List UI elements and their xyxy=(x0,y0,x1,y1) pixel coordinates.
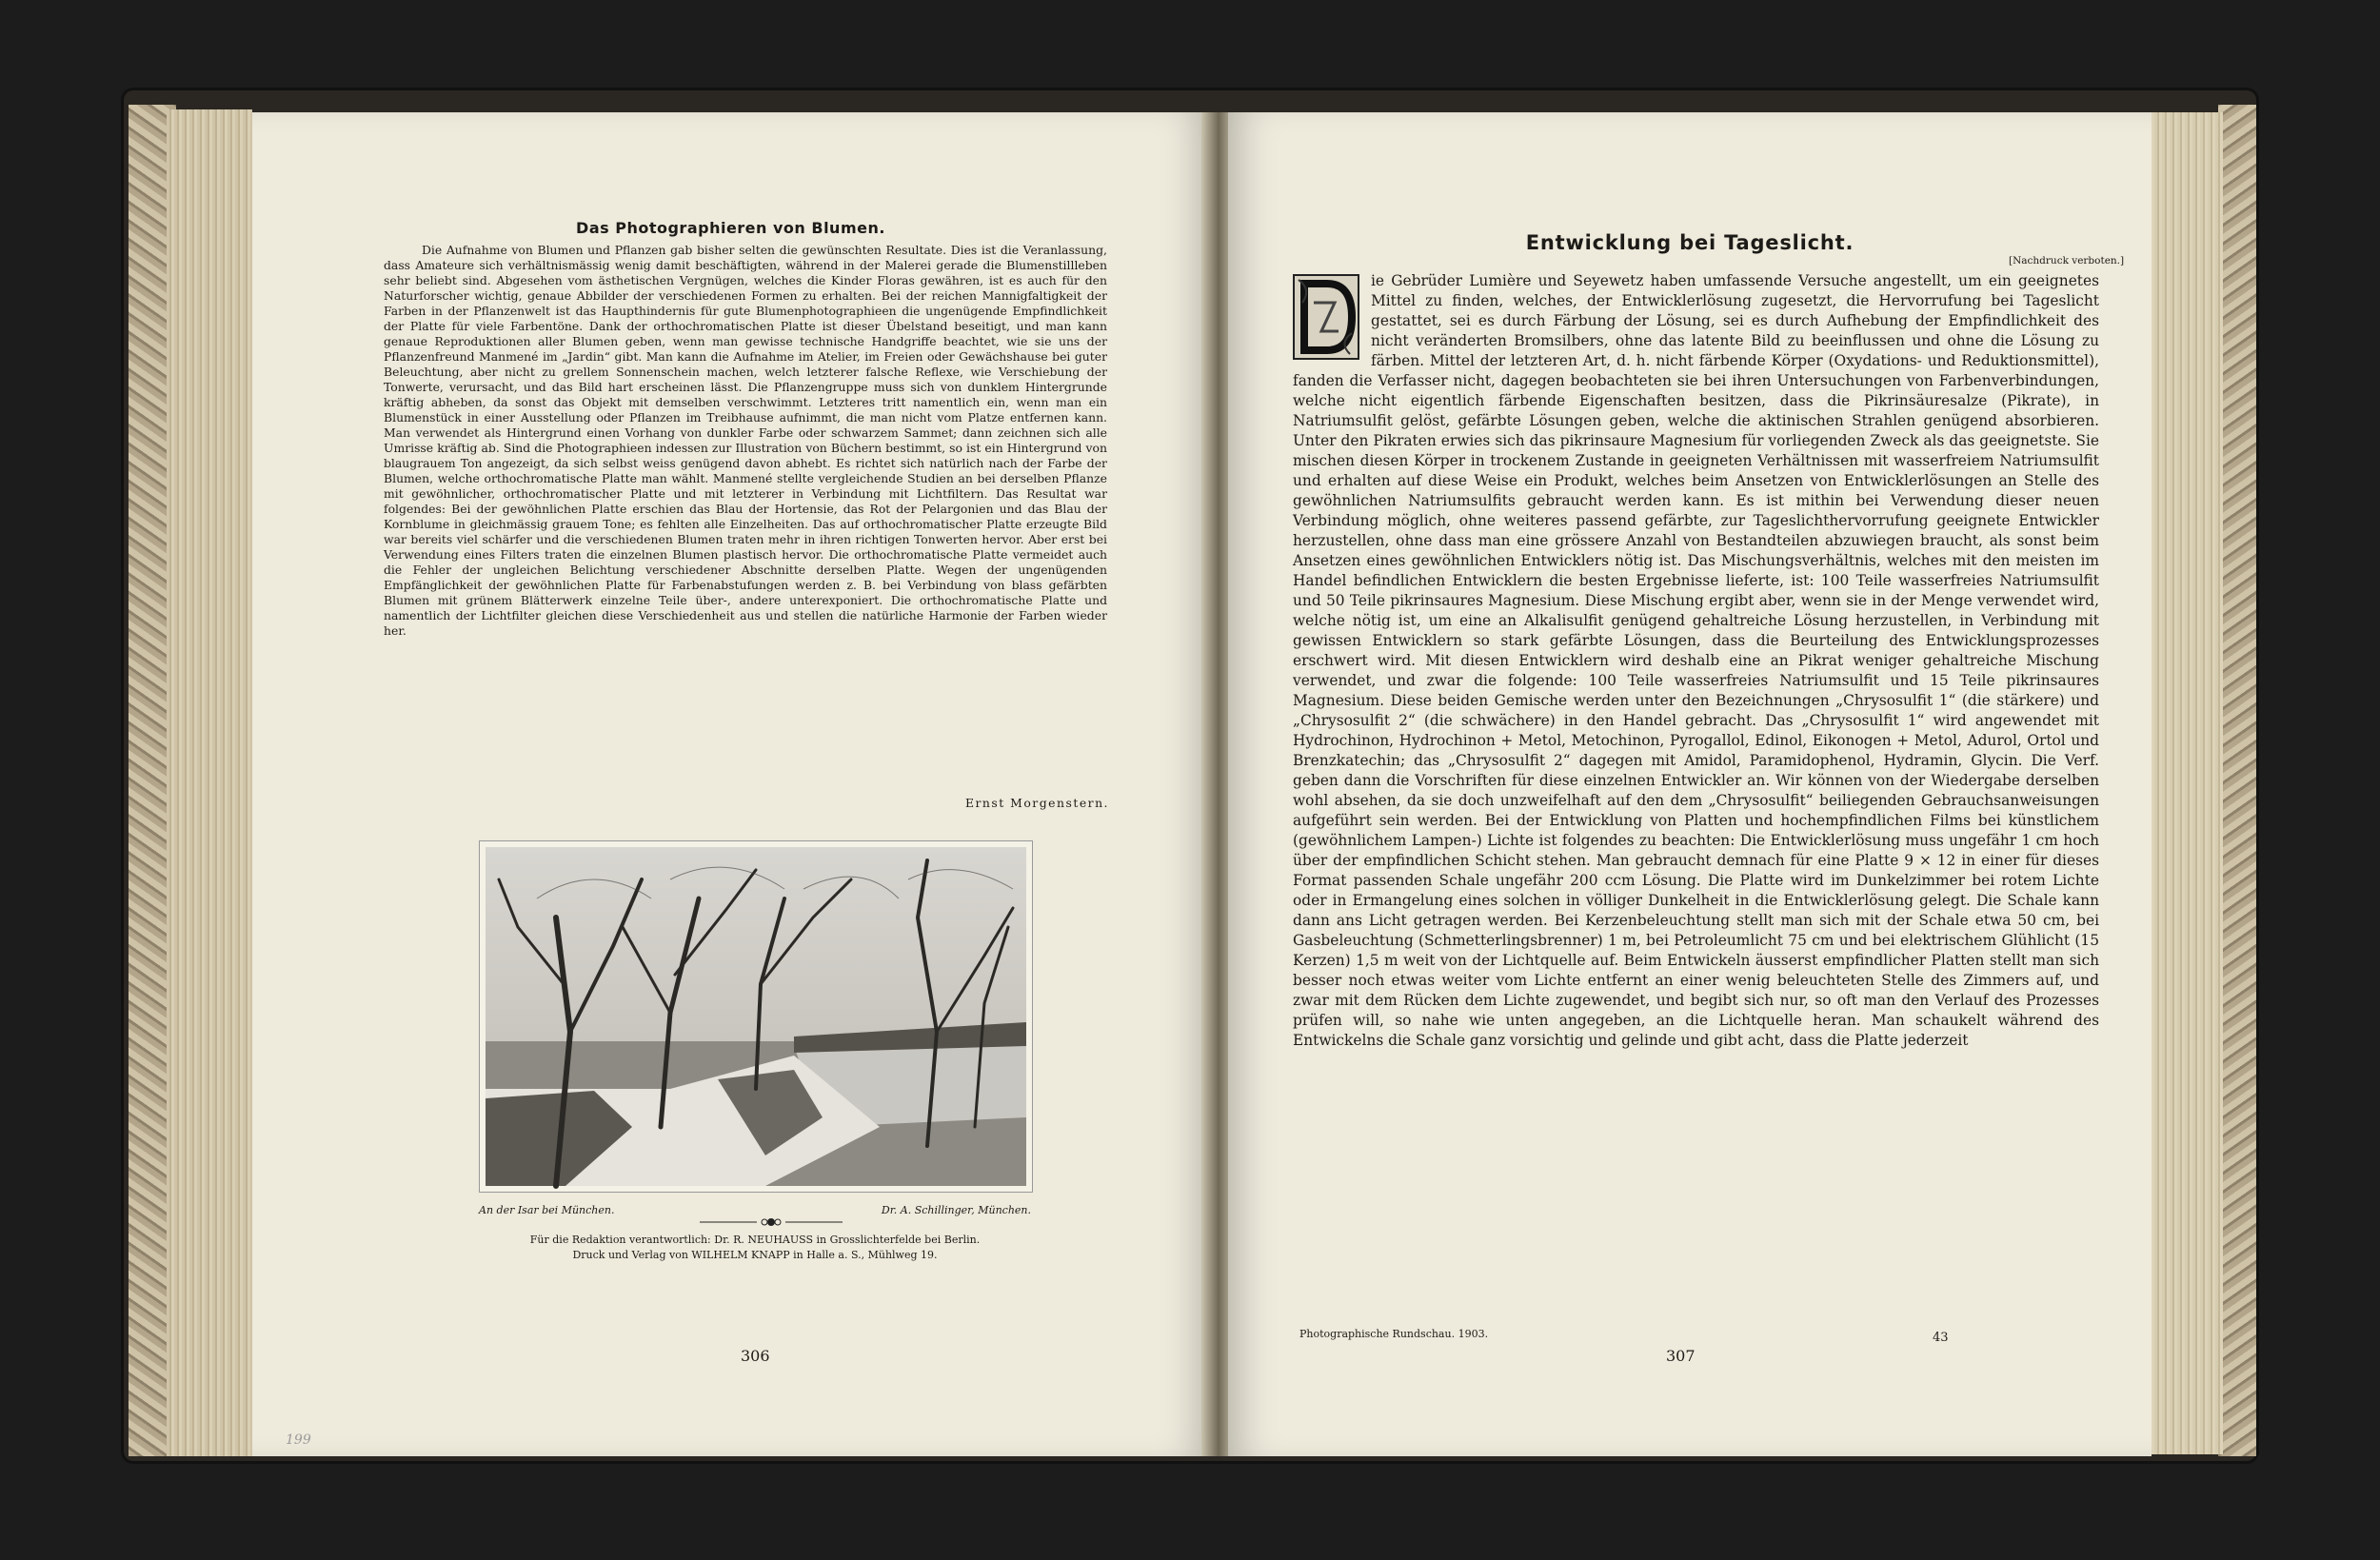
right-page xyxy=(1228,112,2152,1456)
article-title: Das Photographieren von Blumen. xyxy=(576,219,885,237)
marbled-edge-right xyxy=(2218,105,2256,1456)
photo-caption-author: Dr. A. Schillinger, München. xyxy=(881,1204,1031,1216)
reprint-note: [Nachdruck verboten.] xyxy=(2009,255,2125,267)
imprint-editor: Für die Redaktion verantwortlich: Dr. R. NEUHAUSS in Grosslichterfelde bei Berlin. xyxy=(529,1234,981,1246)
left-page xyxy=(252,112,1209,1456)
article-body-right xyxy=(1293,271,2099,1051)
imprint xyxy=(479,1233,1031,1263)
ornament-divider xyxy=(700,1215,843,1229)
signature-mark: 43 xyxy=(1933,1331,1949,1345)
article-text-right: ie Gebrüder Lumière und Seyewetz haben umfassende Versuche angestellt, um ein geeignetes Mittel zu finden, welches, der Entwicklerlösung zugesetzt, die Hervorrufung bei Tageslicht gestattet, sei es durch Färbung der Lösung, sei es durch Aufhebung der Empfindlichkeit des nicht veränderten Bromsilbers, ohne das latente Bild zu beeinflussen und ohne die Lösung zu färben. Mittel der letzteren Art, d. h. nicht färbende Körper (Oxydations- und Reduktionsmittel), fanden die Verfasser nicht, dagegen beobachteten sie bei ihren Untersuchungen von Farbenverbindungen, welche nicht eigentlich färbende Eigenschaften besitzen, dass die Pikrinsäuresalze (Pikrate), in Natriumsulfit gelöst, gefärbte Lösungen geben, welche die aktinischen Strahlen genügend absorbieren. Unter den Pikraten erwies sich das pikrinsaure Magnesium für vorliegenden Zweck als das geeignetste. Sie mischen diesen Körper in trockenem Zustande in geeigneten Verhältnissen mit wasserfreiem Natriumsulfit und erhalten auf diese Weise ein Produkt, welches beim Ansetzen von Entwicklerlösungen an Stelle des gewöhnlichen Natriumsulfits gebraucht werden kann. Es ist mithin bei Verwendung dieser neuen Verbindung möglich, ohne weiteres passend gefärbte, zur Tageslichthervorrufung geeignete Entwickler herzustellen, ohne dass man eine grössere Anzahl von Bestandteilen abzuwiegen braucht, als sonst beim Ansetzen eines gewöhnlichen Entwicklers nötig ist. Das Mischungsverhältnis, welches mit den meisten im Handel befindlichen Entwicklern die besten Ergebnisse lieferte, ist: 100 Teile wasserfreies Natriumsulfit und 50 Teile pikrinsaures Magnesium. Diese Mischung ergibt aber, wenn sie in der Menge verwendet wird, welche nötig ist, um eine an Alkalisulfit genügend gehaltreiche Lösung herzustellen, in Verbindung mit gewissen Entwicklern so stark gefärbte Lösungen, dass die Beurteilung des Entwicklungsprozesses erschwert wird. Mit diesen Entwicklern wird deshalb eine an Pikrat weniger gehaltreiche Mischung verwendet, und zwar die folgende: 100 Teile wasserfreies Natriumsulfit und 15 Teile pikrinsaures Magnesium. Diese beiden Gemische werden unter den Bezeichnungen „Chrysosulfit 1“ (die stärkere) und „Chrysosulfit 2“ (die schwächere) in den Handel gebracht. Das „Chrysosulfit 1“ wird angewendet mit Hydrochinon, Hydrochinon + Metol, Metochinon, Pyrogallol, Edinol, Eikonogen + Metol, Adurol, Ortol und Brenzkatechin; das „Chrysosulfit 2“ dagegen mit Amidol, Paramidophenol, Hydramin, Glycin. Die Verf. geben dann die Vorschriften für diese einzelnen Entwickler an. Wir können von der Wiedergabe derselben wohl absehen, da sie doch unzweifelhaft auf den dem „Chrysosulfit“ beiliegenden Gebrauchsanweisungen aufgeführt sein werden. Bei der Entwicklung von Platten und hochempfindlichen Films bei künstlichem (gewöhnlichem Lampen-) Lichte ist folgendes zu beachten: Die Entwicklerlösung muss ungefähr 1 cm hoch über der empfindlichen Schicht stehen. Man gebraucht demnach für eine Platte 9 × 12 in einer für dieses Format passenden Schale ungefähr 200 ccm Lösung. Die Platte wird im Dunkelzimmer bei rotem Lichte oder in Ermangelung eines solchen in völliger Dunkelheit in die Entwicklerlösung gelegt. Die Schale kann dann ans Licht getragen werden. Bei Kerzenbeleuchtung stellt man sich mit der Schale etwa 50 cm, bei Gasbeleuchtung (Schmetterlingsbrenner) 1 m, bei Petroleumlicht 75 cm und bei elektrischem Glühlicht (15 Kerzen) 1,5 m weit von der Lichtquelle auf. Beim Entwickeln äusserst empfindlicher Platten stellt man sich besser noch etwas weiter vom Lichte entfernt an einer wenig beleuchteten Stelle des Zimmers auf, und zwar mit dem Rücken dem Lichte zugewendet, und begibt sich nur, so oft man den Verlauf des Prozesses prüfen will, so nahe wie unten angegeben, an die Lichtquelle heran. Man schaukelt während des Entwickelns die Schale ganz vorsichtig und gelinde und gibt acht, dass die Platte jederzeit xyxy=(1293,272,2099,1049)
article-text: Die Aufnahme von Blumen und Pflanzen gab bisher selten die gewünschten Resultate. Dies ist die Veranlassung, dass Amateure sich verhältnismässig wenig damit beschäftigten, während in der Malerei gerade die Blumenstillleben sehr beliebt sind. Abgesehen vom ästhetischen Vergnügen, welches die Kinder Floras gewähren, ist es auch für den Naturforscher wichtig, genaue Abbilder der verschiedenen Formen zu erhalten. Bei der reichen Mannigfaltigkeit der Farben in der Pflanzenwelt ist das Haupthindernis für gute Blumenphotographieen die ungenügende Empfindlichkeit der Platte für viele Farbentöne. Dank der orthochromatischen Platte ist dieser Übelstand beseitigt, und man kann genaue Reproduktionen aller Blumen geben, wenn man gewisse technische Handgriffe beachtet, wie sie uns der Pflanzenfreund Manmené im „Jardin“ gibt. Man kann die Aufnahme im Atelier, im Freien oder Gewächshause bei guter Beleuchtung, aber nicht zu grellem Sonnenschein machen, welch letzterer falsche Reflexe, wie Verschiebung der Tonwerte, verursacht, und das Bild hart erscheinen lässt. Die Pflanzengruppe muss sich von dunklem Hintergrunde kräftig abheben, da sonst das Objekt mit demselben verschwimmt. Letzteres tritt namentlich ein, wenn man ein Blumenstück in einer Ausstellung oder Pflanzen im Treibhause aufnimmt, die man nicht vom Platze entfernen kann. Man verwendet als Hintergrund einen Vorhang von dunkler Farbe oder schwarzem Sammet; dann zeichnen sich alle Umrisse kräftig ab. Sind die Photographieen indessen zur Illustration von Büchern bestimmt, so ist ein Hintergrund von blaugrauem Ton angezeigt, da sich selbst weiss genügend davon abhebt. Es richtet sich natürlich nach der Farbe der Blumen, welche orthochromatische Platte man wählt. Manmené stellte vergleichende Studien an bei derselben Pflanze mit gewöhnlicher, orthochromatischer Platte und mit letzterer in Verbindung mit Lichtfiltern. Das Resultat war folgendes: Bei der gewöhnlichen Platte erschien das Blau der Hortensie, das Rot der Pelargonien und das Blau der Kornblume in gleichmässig grauem Tone; es fehlten alle Einzelheiten. Das auf orthochromatischer Platte erzeugte Bild war bereits viel schärfer und die verschiedenen Blumen traten mehr in ihren richtigen Tonwerten hervor. Aber erst bei Verwendung eines Filters traten die einzelnen Blumen plastisch hervor. Die orthochromatische Platte vermeidet auch die Fehler der ungleichen Belichtung verschiedener Abschnitte derselben Platte. Wegen der ungenügenden Empfänglichkeit der gewöhnlichen Platte für Farbenabstufungen werden z. B. bei Verbindung von blass gefärbten Blumen mit grünem Blätterwerk einzelne Teile über-, andere unterexponiert. Die orthochromatische Platte und namentlich der Lichtfilter gleichen diese Verschiedenheit aus und stellen die natürliche Harmonie der Farben wieder her. xyxy=(384,243,1107,638)
landscape-photo xyxy=(479,840,1033,1193)
imprint-publisher: Druck und Verlag von WILHELM KNAPP in Halle a. S., Mühlweg 19. xyxy=(572,1249,938,1261)
article-body xyxy=(384,243,1107,639)
catalog-label: 199 xyxy=(286,1432,311,1448)
page-number-left: 306 xyxy=(741,1347,770,1365)
author-signature: Ernst Morgenstern. xyxy=(964,796,1109,810)
photo-caption-location: An der Isar bei München. xyxy=(479,1204,615,1216)
journal-footer: Photographische Rundschau. 1903. xyxy=(1299,1328,1489,1340)
page-number-right: 307 xyxy=(1666,1347,1696,1365)
page-edges-right xyxy=(2147,112,2223,1454)
article-title-right: Entwicklung bei Tageslicht. xyxy=(1525,231,1854,254)
dropcap-d-icon xyxy=(1293,274,1359,360)
page-edges-left xyxy=(167,109,252,1456)
